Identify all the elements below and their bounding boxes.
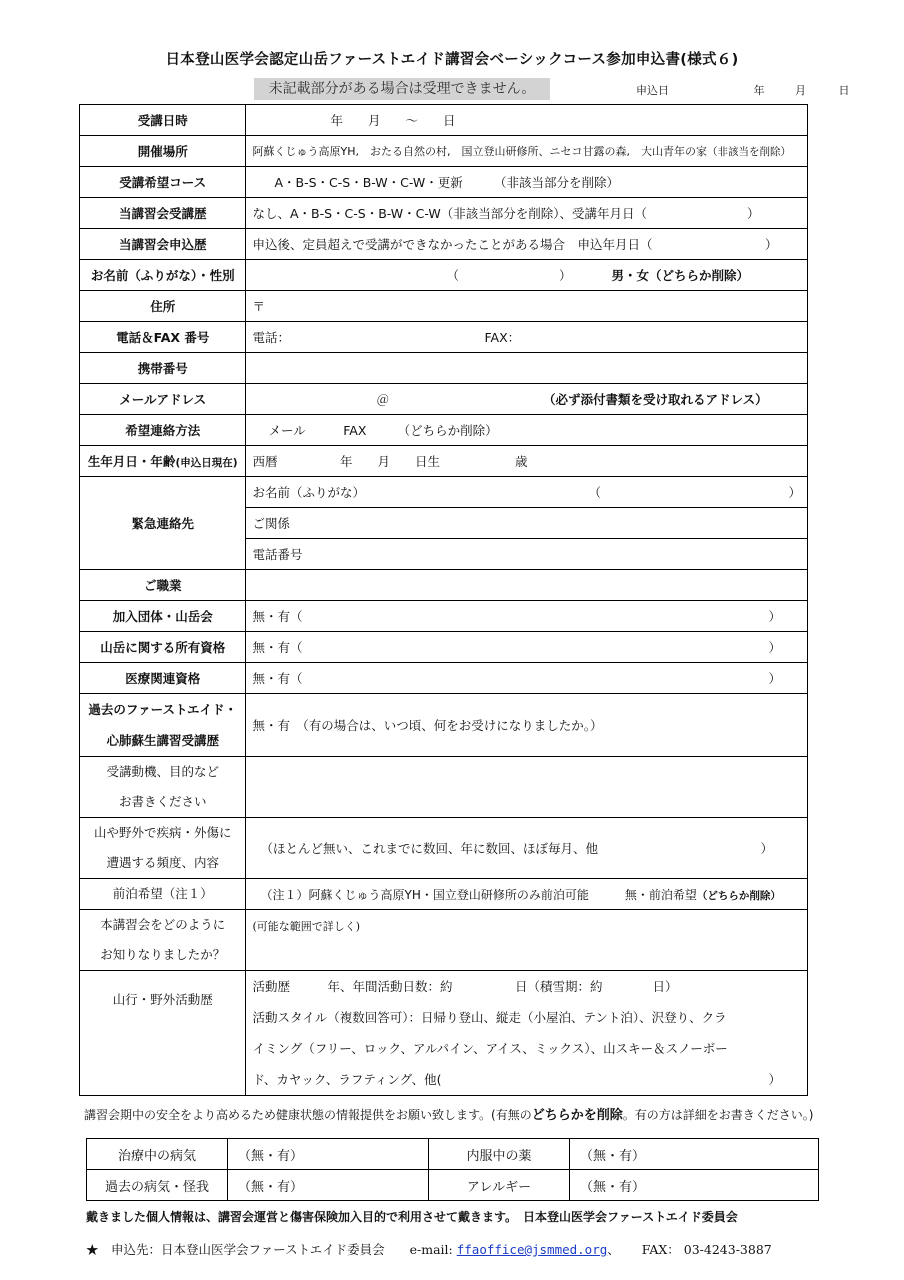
field-job[interactable] <box>246 570 808 601</box>
qualification-close: ） <box>768 640 781 655</box>
row-medical <box>80 663 808 694</box>
health-note <box>84 1104 813 1123</box>
row-frequency <box>80 818 808 879</box>
label-pre-stay: 前泊希望（注１） <box>80 879 246 910</box>
row-venue <box>80 136 808 167</box>
field-applied[interactable]: 申込後、定員超えで受講ができなかったことがある場合 申込年月日（ ） <box>246 229 808 260</box>
field-group[interactable] <box>246 601 808 632</box>
source-label-1: 本講習会をどのように <box>100 917 226 932</box>
contact-pre: ★ 申込先：日本登山医学会ファーストエイド委員会 e-mail: <box>86 1242 453 1257</box>
field-emergency-name[interactable] <box>246 477 808 508</box>
activity-line-2: 活動スタイル（複数回答可）：日帰り登山、縦走（小屋泊、テント泊）、沢登り、クラ <box>252 1010 727 1025</box>
health-row-1 <box>87 1139 819 1170</box>
apply-month: 月 <box>795 84 806 97</box>
field-medicine[interactable]: （無・有） <box>570 1139 819 1170</box>
label-phone: 電話＆FAX 番号 <box>80 322 246 353</box>
field-qualification[interactable] <box>246 632 808 663</box>
label-address: 住所 <box>80 291 246 322</box>
notice-banner: 未記載部分がある場合は受理できません。 <box>254 78 550 100</box>
row-source <box>80 910 808 971</box>
row-activity <box>80 971 808 1096</box>
row-date <box>80 105 808 136</box>
field-birth[interactable]: 西暦 年 月 日生 歳 <box>246 446 808 477</box>
field-history[interactable]: なし、A・B-S・C-S・B-W・C-W（非該当部分を削除）、受講年月日（ ） <box>246 198 808 229</box>
privacy-note: 戴きました個人情報は、講習会運営と傷害保険加入目的で利用させて戴きます。 日本登山医学会ファーストエイド委員会 <box>86 1210 738 1224</box>
birth-label: 生年月日・年齢 <box>87 454 176 469</box>
at-sign: ＠ <box>376 392 389 407</box>
medical-value: 無・有（ <box>252 671 303 686</box>
venue-options: 阿蘇くじゅう高原YH, おたる自然の村, 国立登山研修所、ニセコ甘露の森, 大山青年の家 <box>252 145 707 158</box>
row-motive <box>80 757 808 818</box>
fax-label: FAX： <box>484 330 521 345</box>
apply-date-label: 申込日 <box>636 84 669 97</box>
row-address <box>80 291 808 322</box>
label-date: 受講日時 <box>80 105 246 136</box>
label-mobile: 携帯番号 <box>80 353 246 384</box>
row-group <box>80 601 808 632</box>
label-email: メールアドレス <box>80 384 246 415</box>
activity-line-4: ド、カヤック、ラフティング、他( <box>252 1072 442 1087</box>
activity-line-1: 活動歴 年、年間活動日数：約 日（積雪期：約 日） <box>252 979 678 994</box>
apply-day: 日 <box>838 84 850 97</box>
health-note-post: 。有の方は詳細をお書きください。) <box>622 1108 814 1122</box>
activity-line-3: イミング（フリー、ロック、アルパイン、アイス、ミックス）、山スキー＆スノーボー <box>252 1041 728 1056</box>
label-applied: 当講習会申込歴 <box>80 229 246 260</box>
field-name[interactable] <box>246 260 808 291</box>
health-table <box>86 1138 819 1201</box>
field-course[interactable]: A・B-S・C-S・B-W・C-W・更新 （非該当部分を削除） <box>246 167 808 198</box>
row-emergency-name <box>80 477 808 508</box>
emergency-furigana-paren: （ ） <box>588 485 801 500</box>
label-allergy: アレルギー <box>429 1170 570 1201</box>
application-table <box>79 104 808 1096</box>
field-email[interactable] <box>246 384 808 415</box>
field-pre-stay[interactable] <box>246 879 808 910</box>
health-row-2 <box>87 1170 819 1201</box>
label-frequency <box>80 818 246 879</box>
field-phone[interactable] <box>246 322 808 353</box>
label-venue: 開催場所 <box>80 136 246 167</box>
row-pre-stay <box>80 879 808 910</box>
group-value: 無・有（ <box>252 609 303 624</box>
label-past-illness: 過去の病気・怪我 <box>87 1170 228 1201</box>
contact-sep: 、 <box>607 1242 620 1257</box>
medical-close: ） <box>768 671 781 686</box>
gender-options: 男・女（どちらか削除） <box>611 268 750 283</box>
label-treatment: 治療中の病気 <box>87 1139 228 1170</box>
row-history <box>80 198 808 229</box>
field-venue[interactable] <box>246 136 808 167</box>
birth-label-note: (申込日現在) <box>175 457 238 469</box>
label-name: お名前（ふりがな）・性別 <box>80 260 246 291</box>
label-motive <box>80 757 246 818</box>
health-note-bold: どちらかを削除 <box>531 1108 623 1123</box>
field-activity[interactable] <box>246 971 808 1096</box>
activity-close: ） <box>768 1072 781 1087</box>
qualification-value: 無・有（ <box>252 640 303 655</box>
field-medical[interactable] <box>246 663 808 694</box>
row-contact-method <box>80 415 808 446</box>
email-note: （必ず添付書類を受け取れるアドレス） <box>543 392 768 407</box>
field-source[interactable]: (可能な範囲で詳しく) <box>246 910 808 971</box>
pre-stay-note: （どちらか削除） <box>696 889 781 902</box>
field-emergency-phone[interactable]: 電話番号 <box>246 539 808 570</box>
label-birth <box>80 446 246 477</box>
label-emergency: 緊急連絡先 <box>80 477 246 570</box>
field-motive[interactable] <box>246 757 808 818</box>
row-email <box>80 384 808 415</box>
group-close: ） <box>768 609 781 624</box>
apply-year: 年 <box>753 84 765 97</box>
field-frequency[interactable]: （ほとんど無い、これまでに数回、年に数回、ほぼ毎月、他 ） <box>246 818 808 879</box>
field-date[interactable]: 年 月 〜 日 <box>246 105 808 136</box>
label-activity: 山行・野外活動歴 <box>80 971 246 1096</box>
field-treatment[interactable]: （無・有） <box>228 1139 429 1170</box>
venue-note: （非該当を削除） <box>706 146 791 158</box>
apply-date <box>636 82 850 98</box>
contact-fax: FAX： 03-4243-3887 <box>641 1242 772 1257</box>
field-mobile[interactable] <box>246 353 808 384</box>
contact-line <box>86 1240 772 1258</box>
frequency-label-1: 山や野外で疾病・外傷に <box>93 825 232 840</box>
label-job: ご職業 <box>80 570 246 601</box>
row-birth <box>80 446 808 477</box>
label-contact-method: 希望連絡方法 <box>80 415 246 446</box>
field-past-illness[interactable]: （無・有） <box>228 1170 429 1201</box>
label-source <box>80 910 246 971</box>
label-medical: 医療関連資格 <box>80 663 246 694</box>
row-mobile <box>80 353 808 384</box>
form-title: 日本登山医学会認定山岳ファーストエイド講習会ベーシックコース参加申込書(様式６) <box>165 52 739 68</box>
motive-label-1: 受講動機、目的など <box>106 764 219 779</box>
field-contact-method[interactable]: メール FAX （どちらか削除） <box>246 415 808 446</box>
tel-label: 電話： <box>252 330 290 345</box>
furigana-paren: （ ） <box>446 268 572 283</box>
past-fa-label-2: 心肺蘇生講習受講歴 <box>106 733 219 748</box>
past-fa-label-1: 過去のファーストエイド・ <box>88 702 238 717</box>
row-phone <box>80 322 808 353</box>
label-group: 加入団体・山岳会 <box>80 601 246 632</box>
field-address[interactable]: 〒 <box>246 291 808 322</box>
source-label-2: お知りなりましたか？ <box>100 947 226 962</box>
label-past-fa <box>80 694 246 757</box>
row-applied <box>80 229 808 260</box>
label-qualification: 山岳に関する所有資格 <box>80 632 246 663</box>
contact-email-link[interactable]: ffaoffice@jsmmed.org <box>456 1242 608 1257</box>
pre-stay-value: （注１）阿蘇くじゅう高原YH・国立登山研修所のみ前泊可能 無・前泊希望 <box>260 887 697 902</box>
emergency-name-label: お名前（ふりがな） <box>252 485 365 500</box>
row-course <box>80 167 808 198</box>
field-past-fa[interactable]: 無・有 （有の場合は、いつ頃、何をお受けになりましたか。） <box>246 694 808 757</box>
row-name <box>80 260 808 291</box>
row-qualification <box>80 632 808 663</box>
field-emergency-relation[interactable]: ご関係 <box>246 508 808 539</box>
health-note-pre: 講習会期中の安全をより高めるため健康状態の情報提供をお願い致します。(有無の <box>84 1108 532 1122</box>
field-allergy[interactable]: （無・有） <box>570 1170 819 1201</box>
label-history: 当講習会受講歴 <box>80 198 246 229</box>
frequency-label-2: 遭遇する頻度、内容 <box>106 855 219 870</box>
label-medicine: 内服中の薬 <box>429 1139 570 1170</box>
row-job <box>80 570 808 601</box>
motive-label-2: お書きください <box>118 794 207 809</box>
label-course: 受講希望コース <box>80 167 246 198</box>
row-past-fa <box>80 694 808 757</box>
